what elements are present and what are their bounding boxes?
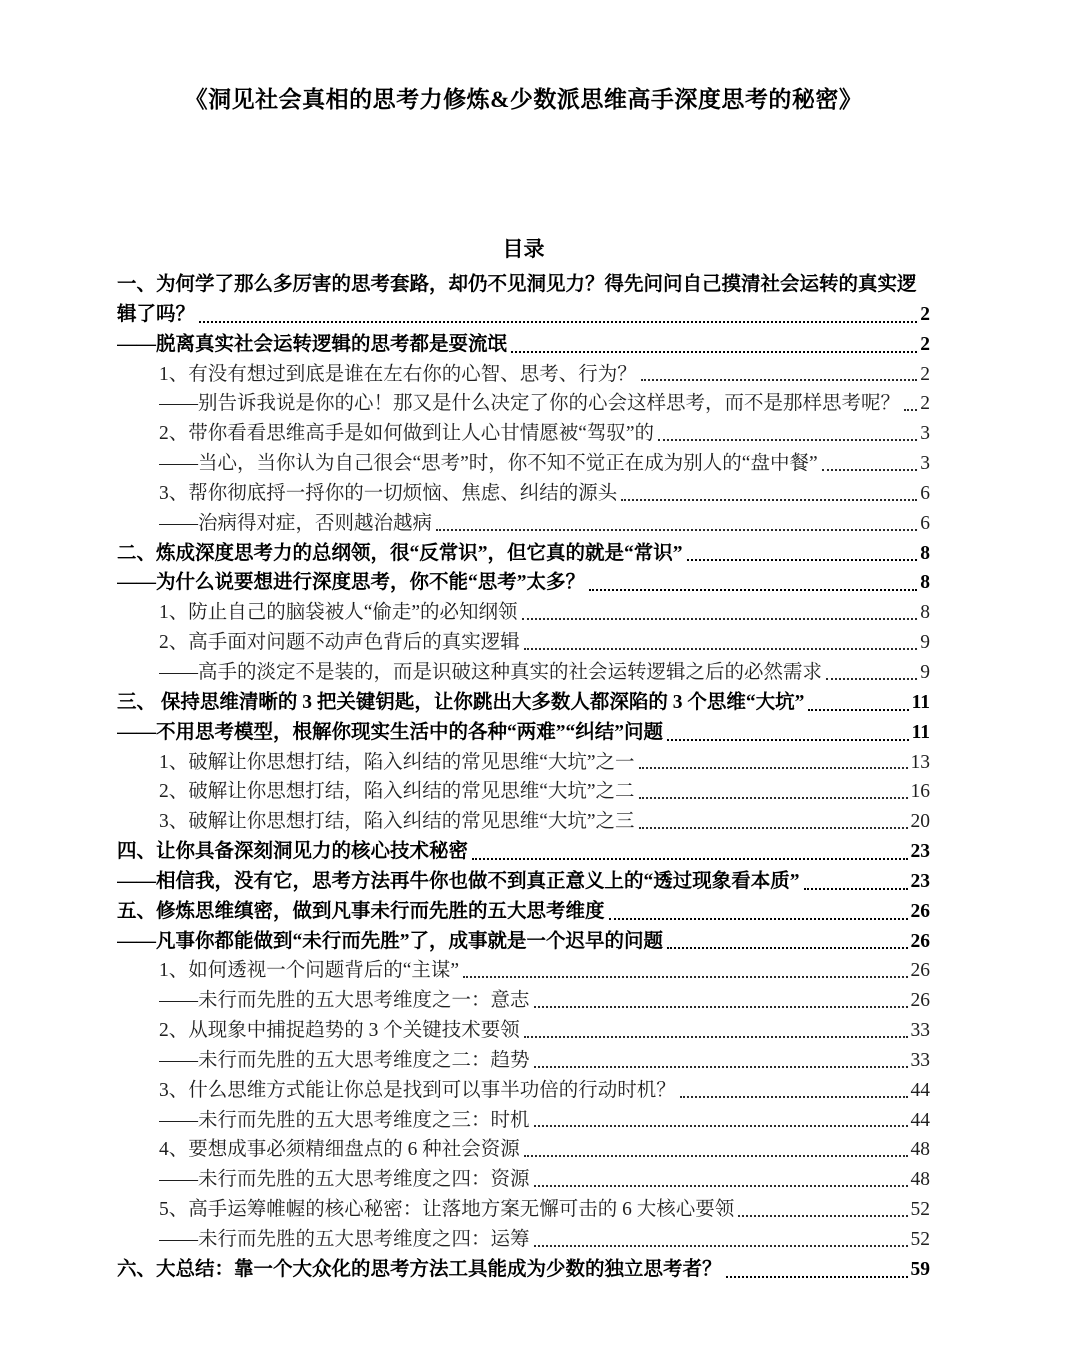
toc-dot-leader: [199, 321, 917, 323]
toc-entry: [117, 1225, 930, 1255]
toc-entry-text: 三、 保持思维清晰的 3 把关键钥匙，让你跳出大多数人都深陷的 3 个思维“大坑”: [117, 691, 805, 713]
toc-entry-text: 1、破解让你思想打结，陷入纠结的常见思维“大坑”之一: [159, 751, 635, 773]
toc-entry: [117, 1195, 930, 1225]
toc-entry: [117, 927, 930, 957]
toc-entry-text: ——未行而先胜的五大思考维度之四：资源: [159, 1169, 530, 1191]
toc-entry-text: ——别告诉我说是你的心！那又是什么决定了你的心会这样思考，而不是那样思考呢？: [159, 393, 901, 415]
toc-page-number: 11: [911, 721, 930, 743]
toc-dot-leader: [534, 1006, 908, 1008]
toc-dot-leader: [534, 1066, 908, 1068]
toc-entry: [117, 568, 930, 598]
toc-entry: [117, 598, 930, 628]
toc-entry: [117, 897, 930, 927]
toc-page-number: 26: [910, 930, 930, 952]
toc-entry: [117, 1076, 930, 1106]
toc-heading: 目录: [502, 237, 545, 261]
toc-page-number: 23: [910, 870, 930, 892]
toc-entry-text: 二、炼成深度思考力的总纲领，很“反常识”，但它真的就是“常识”: [117, 542, 683, 564]
toc-entry: [117, 1255, 930, 1285]
toc-page-number: 48: [910, 1139, 930, 1161]
toc-dot-leader: [524, 1036, 908, 1038]
toc-dot-leader: [472, 858, 907, 860]
toc-entry-text: 2、破解让你思想打结，陷入纠结的常见思维“大坑”之二: [159, 781, 635, 803]
toc-entry-text: 2、带你看看思维高手是如何做到让人心甘情愿被“驾驭”的: [159, 423, 655, 445]
toc-dot-leader: [808, 709, 908, 711]
toc-entry-text: ——治病得对症，否则越治越病: [159, 512, 433, 534]
toc-entry-text: 1、防止自己的脑袋被人“偷走”的必知纲领: [159, 602, 518, 624]
toc-dot-leader: [463, 976, 907, 978]
toc-page-number: 8: [920, 602, 930, 624]
toc-dot-leader: [726, 1276, 908, 1278]
toc-dot-leader: [589, 589, 917, 591]
toc-entry: [117, 1165, 930, 1195]
toc-entry: [117, 867, 930, 897]
toc-page-number: 6: [920, 482, 930, 504]
toc-dot-leader: [511, 351, 917, 353]
toc-page-number: 26: [910, 900, 930, 922]
toc-entry-text: 一、为何学了那么多厉害的思考套路，却仍不见洞见力？得先问问自己摸清社会运转的真实逻: [117, 274, 917, 295]
toc-page-number: 9: [920, 632, 930, 654]
toc-entry-text: ——未行而先胜的五大思考维度之一：意志: [159, 990, 530, 1012]
toc-page-number: 52: [910, 1199, 930, 1221]
toc-entry: [117, 449, 930, 479]
toc-entry: [117, 1016, 930, 1046]
toc-page-number: 16: [910, 781, 930, 803]
toc-dot-leader: [904, 409, 917, 411]
toc-dot-leader: [534, 1125, 908, 1127]
toc-entry-text: ——未行而先胜的五大思考维度之四：运筹: [159, 1229, 530, 1250]
toc-page-number: 2: [920, 363, 930, 385]
toc-entry-text: 2、从现象中捕捉趋势的 3 个关键技术要领: [159, 1020, 520, 1042]
toc-entry-text: 五、修炼思维缜密，做到凡事未行而先胜的五大思考维度: [117, 900, 605, 922]
toc-page-number: 11: [911, 691, 930, 713]
toc-page-number: 23: [910, 841, 930, 863]
toc-entry-text: 3、破解让你思想打结，陷入纠结的常见思维“大坑”之三: [159, 811, 635, 833]
toc-entry: [117, 419, 930, 449]
toc-page-number: 59: [910, 1258, 930, 1280]
toc-dot-leader: [687, 559, 918, 561]
toc-page-number: 33: [910, 1020, 930, 1042]
toc-entry: [117, 479, 930, 509]
toc-entry-text: ——未行而先胜的五大思考维度之三：时机: [159, 1109, 530, 1131]
toc-entry-text: ——当心，当你认为自己很会“思考”时，你不知不觉正在成为别人的“盘中餐”: [159, 453, 818, 475]
toc-dot-leader: [738, 1215, 907, 1217]
toc-dot-leader: [524, 1155, 908, 1157]
toc-dot-leader: [639, 767, 908, 769]
toc-dot-leader: [667, 739, 909, 741]
toc-entry: [117, 1135, 930, 1165]
toc-entry-text: ——高手的淡定不是装的，而是识破这种真实的社会运转逻辑之后的必然需求: [159, 661, 823, 683]
toc-entry-text: 辑了吗？: [117, 303, 196, 325]
toc-page-number: 44: [910, 1079, 930, 1101]
toc-entry-text: 1、如何透视一个问题背后的“主谋”: [159, 960, 460, 982]
toc-dot-leader: [658, 439, 917, 441]
toc-dot-leader: [641, 379, 917, 381]
toc-page-number: 9: [920, 661, 930, 683]
toc-entry-text: 5、高手运筹帷幄的核心秘密：让落地方案无懈可击的 6 大核心要领: [159, 1199, 735, 1221]
toc-page-number: 52: [910, 1229, 930, 1250]
toc-entry-text: 4、要想成事必须精细盘点的 6 种社会资源: [159, 1139, 520, 1161]
toc-dot-leader: [436, 529, 917, 531]
toc-entry-text: 四、让你具备深刻洞见力的核心技术秘密: [117, 841, 469, 863]
toc-page-number: 3: [920, 423, 930, 445]
toc-entry-text: ——未行而先胜的五大思考维度之二：趋势: [159, 1049, 530, 1071]
toc-entry: [117, 628, 930, 658]
toc-page-number: 13: [910, 751, 930, 773]
toc-entry-text: 1、有没有想过到底是谁在左右你的心智、思考、行为？: [159, 363, 637, 385]
toc-dot-leader: [621, 499, 917, 501]
toc-entry: [117, 837, 930, 867]
toc-page-number: 2: [920, 393, 930, 415]
toc-entry: [117, 360, 930, 390]
toc-entry: [117, 807, 930, 837]
toc-dot-leader: [822, 469, 918, 471]
toc-entry: [117, 300, 930, 330]
toc-dot-leader: [680, 1096, 908, 1098]
toc-page-number: 8: [920, 542, 930, 564]
toc-page-number: 44: [910, 1109, 930, 1131]
toc-dot-leader: [534, 1185, 908, 1187]
toc-entry: [117, 509, 930, 539]
toc-entry: [117, 718, 930, 748]
toc-dot-leader: [639, 797, 908, 799]
toc-dot-leader: [534, 1245, 908, 1247]
document-title: 《洞见社会真相的思考力修炼&少数派思维高手深度思考的秘密》: [184, 87, 863, 112]
toc-entry-text: 2、高手面对问题不动声色背后的真实逻辑: [159, 632, 520, 654]
toc-entry-text: ——不用思考模型，根解你现实生活中的各种“两难”“纠结”问题: [117, 721, 664, 743]
toc-entry: [117, 270, 930, 300]
toc-page-number: 2: [920, 303, 930, 325]
toc-page-number: 26: [910, 960, 930, 982]
toc-page-number: 20: [910, 811, 930, 833]
toc-page-number: 6: [920, 512, 930, 534]
toc-entry: [117, 777, 930, 807]
toc-entry: [117, 389, 930, 419]
toc-entry: [117, 748, 930, 778]
table-of-contents: [117, 270, 930, 1285]
toc-entry: [117, 330, 930, 360]
toc-dot-leader: [667, 947, 907, 949]
toc-entry: [117, 1106, 930, 1136]
toc-entry: [117, 1046, 930, 1076]
toc-dot-leader: [524, 648, 917, 650]
toc-entry-text: 3、帮你彻底捋一捋你的一切烦恼、焦虑、纠结的源头: [159, 482, 618, 504]
toc-page-number: 3: [920, 453, 930, 475]
toc-dot-leader: [804, 888, 908, 890]
toc-entry-text: ——为什么说要想进行深度思考，你不能“思考”太多？: [117, 572, 586, 594]
toc-entry-text: ——脱离真实社会运转逻辑的思考都是耍流氓: [117, 333, 508, 355]
toc-entry: [117, 658, 930, 688]
toc-page-number: 2: [920, 333, 930, 355]
toc-entry-text: 六、大总结：靠一个大众化的思考方法工具能成为少数的独立思考者？: [117, 1258, 722, 1280]
toc-dot-leader: [639, 827, 908, 829]
toc-page-number: 8: [920, 572, 930, 594]
toc-entry-text: ——相信我，没有它，思考方法再牛你也做不到真正意义上的“透过现象看本质”: [117, 870, 800, 892]
toc-page-number: 26: [910, 990, 930, 1012]
toc-entry: [117, 688, 930, 718]
toc-dot-leader: [826, 678, 917, 680]
toc-dot-leader: [609, 918, 908, 920]
toc-entry: [117, 539, 930, 569]
toc-dot-leader: [522, 618, 918, 620]
toc-entry-text: 3、什么思维方式能让你总是找到可以事半功倍的行动时机？: [159, 1079, 676, 1101]
toc-entry: [117, 956, 930, 986]
toc-entry-text: ——凡事你都能做到“未行而先胜”了，成事就是一个迟早的问题: [117, 930, 664, 952]
toc-page-number: 48: [910, 1169, 930, 1191]
toc-page-number: 33: [910, 1049, 930, 1071]
toc-entry: [117, 986, 930, 1016]
